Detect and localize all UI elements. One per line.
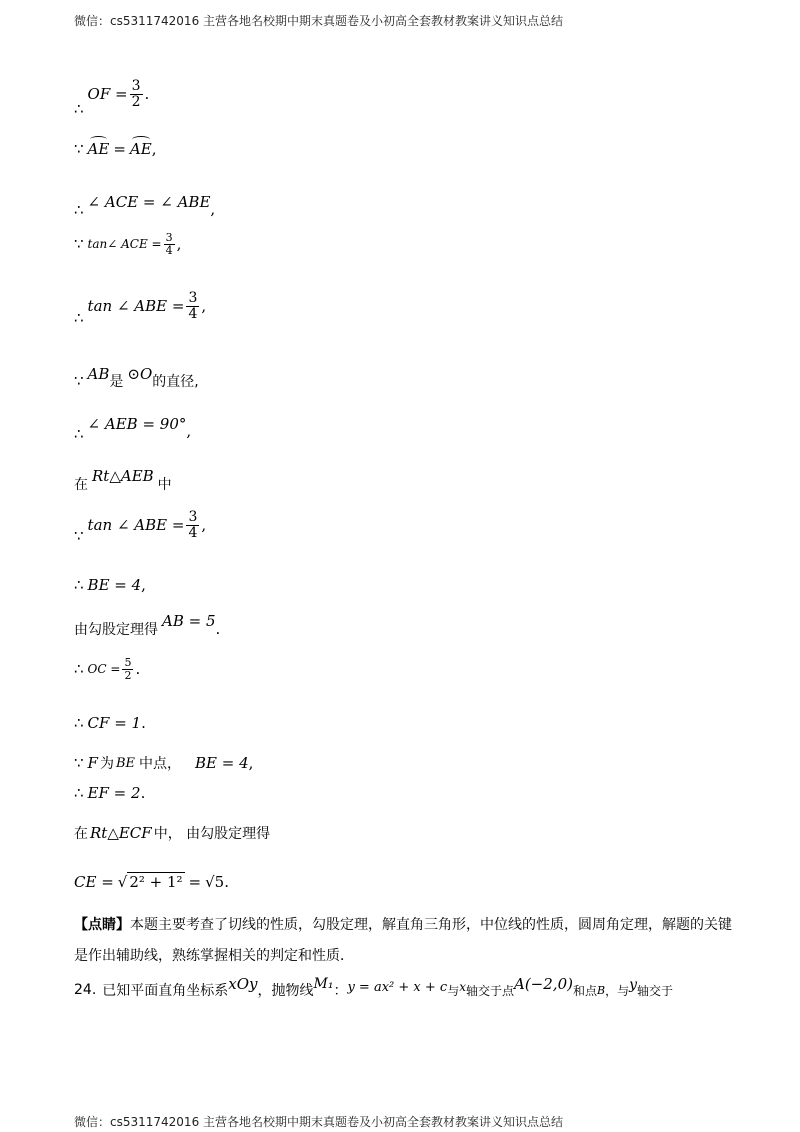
line-ef-2 [74, 784, 145, 802]
denominator: 4 [165, 243, 173, 257]
q-text-1: 已知平面直角坐标系 [102, 983, 229, 999]
therefore-symbol: ∴ [74, 201, 84, 219]
because-symbol: ∵ [74, 140, 84, 158]
page-header: 微信：cs5311742016 主营各地名校期中期末真题卷及小初高全套教材教案讲义知识点总结 [74, 14, 564, 28]
comment-text: 本题主要考查了切线的性质，勾股定理，解直角三角形，中位线的性质，圆周角定理，解题的关键是作出辅助线，熟练掌握相关的判定和性质． [74, 917, 732, 964]
triangle-aeb: Rt△AEB [92, 467, 154, 485]
text-pythagoras: 由勾股定理得 [74, 622, 158, 638]
x-var: x [459, 980, 466, 994]
denominator: 4 [188, 305, 198, 322]
tan-expr: tan ∠ ABE = [87, 516, 185, 534]
numerator: 3 [131, 77, 141, 94]
point-f: F [87, 754, 98, 772]
punct: , [176, 235, 182, 254]
therefore-symbol: ∴ [74, 660, 84, 679]
angle-expr: ∠ ACE = ∠ ABE [87, 193, 211, 211]
expr-lhs: OC = [87, 662, 121, 677]
line-tan-abe [74, 285, 206, 327]
triangle-ecf: Rt△ECF [90, 824, 152, 842]
expr-lhs: CE = [74, 872, 114, 891]
punct: . [140, 784, 146, 802]
line-angle-90 [74, 405, 191, 443]
denominator: 2 [124, 668, 132, 682]
line-in-triangle [74, 458, 172, 494]
result: √5 [205, 872, 225, 891]
expr: CF = 1 [87, 714, 142, 732]
denominator: 2 [131, 93, 141, 110]
coord-system: xOy [228, 975, 258, 993]
denominator: 4 [188, 524, 198, 541]
comment-tag: 【点睛】 [74, 917, 130, 933]
text-rest: 中， 由勾股定理得 [153, 826, 271, 842]
punct: . [135, 660, 141, 679]
line-cf-1 [74, 714, 146, 732]
line-be-4 [74, 576, 146, 594]
fraction [130, 79, 143, 109]
parabola-name: M₁ [313, 976, 334, 992]
fraction [164, 232, 175, 256]
line-ce [74, 872, 229, 891]
text-wei: 为 [99, 756, 114, 772]
angle-expr: ∠ AEB = 90° [87, 415, 187, 433]
q-text-5: 轴交于点 [465, 983, 514, 998]
expr: EF = 2 [87, 784, 141, 802]
line-pythagoras-ab [74, 603, 220, 639]
because-symbol: ∵ [74, 372, 84, 390]
comment-paragraph [74, 910, 734, 972]
expr: BE = 4 [195, 754, 249, 772]
therefore-symbol: ∴ [74, 425, 84, 443]
radical-sign: √ [117, 872, 128, 891]
segment-ab: AB [87, 365, 110, 383]
equals: = [188, 872, 202, 891]
q-text-3: ： [333, 983, 348, 999]
parabola-equation: y = ax² + x + c [347, 979, 448, 995]
line-arc-equal [74, 140, 157, 158]
line-tan-abe-2 [74, 505, 206, 545]
question-number: 24. [74, 982, 97, 998]
segment-be: BE [115, 755, 136, 771]
punct: , [210, 200, 216, 218]
text-in: 在 [74, 477, 88, 493]
text-in: 在 [74, 826, 88, 842]
arc-ae-2: AE [129, 140, 152, 158]
punct: , [151, 140, 157, 158]
numerator: 3 [188, 508, 198, 525]
numerator: 5 [124, 656, 132, 669]
text-is: 是 [109, 374, 124, 390]
text-middle: 中 [157, 477, 172, 493]
fraction [186, 510, 199, 540]
text-diameter: 的直径, [152, 374, 199, 390]
equals: = [113, 140, 126, 158]
point-a: A(−2,0) [514, 975, 573, 993]
therefore-symbol: ∴ [74, 784, 84, 802]
y-var: y [629, 977, 638, 993]
line-diameter [74, 357, 199, 391]
punct: , [201, 297, 207, 315]
page-footer: 微信：cs5311742016 主营各地名校期中期末真题卷及小初高全套教材教案讲义知识点总结 [74, 1115, 564, 1129]
line-in-triangle-ecf [74, 823, 270, 843]
line-angle-equal [74, 185, 215, 219]
expr-lhs: OF = [87, 85, 128, 103]
q-text-8: 轴交于 [637, 983, 674, 998]
q-text-2: ，抛物线 [257, 983, 314, 999]
q-text-4: 与 [447, 983, 460, 998]
line-oc [74, 657, 140, 681]
point-b: B [596, 983, 606, 997]
line-tan-ace [74, 232, 181, 256]
punct: . [215, 620, 221, 638]
q-text-6: 和点 [572, 983, 597, 998]
q-text-7: ，与 [605, 983, 630, 998]
punct: , [201, 516, 207, 534]
line-midpoint [74, 753, 253, 773]
fraction [122, 657, 133, 681]
line-of-value [74, 70, 149, 118]
expr: AB = 5 [162, 612, 216, 630]
expr: BE = 4 [87, 576, 142, 594]
because-symbol: ∵ [74, 235, 84, 254]
numerator: 3 [188, 289, 198, 306]
tan-expr: tan∠ ACE = [87, 237, 162, 252]
sqrt-expr [118, 872, 185, 891]
therefore-symbol: ∴ [74, 714, 84, 732]
arc-ae-1: AE [87, 140, 110, 158]
punct: . [224, 872, 230, 891]
circle-o: ⊙O [127, 365, 153, 383]
punct: . [141, 714, 146, 732]
therefore-symbol: ∴ [74, 309, 84, 327]
tan-expr: tan ∠ ABE = [87, 297, 185, 315]
because-symbol: ∵ [74, 527, 84, 545]
punct: . [144, 85, 150, 103]
therefore-symbol: ∴ [74, 100, 84, 118]
fraction [186, 291, 199, 321]
because-symbol: ∵ [74, 754, 84, 772]
punct: , [141, 576, 146, 594]
radicand: 2² + 1² [129, 873, 183, 891]
text-midpoint: 中点， [139, 756, 182, 772]
numerator: 3 [165, 231, 173, 244]
therefore-symbol: ∴ [74, 576, 84, 594]
punct: , [248, 754, 254, 772]
question-24 [74, 975, 674, 1000]
punct: , [186, 422, 192, 440]
